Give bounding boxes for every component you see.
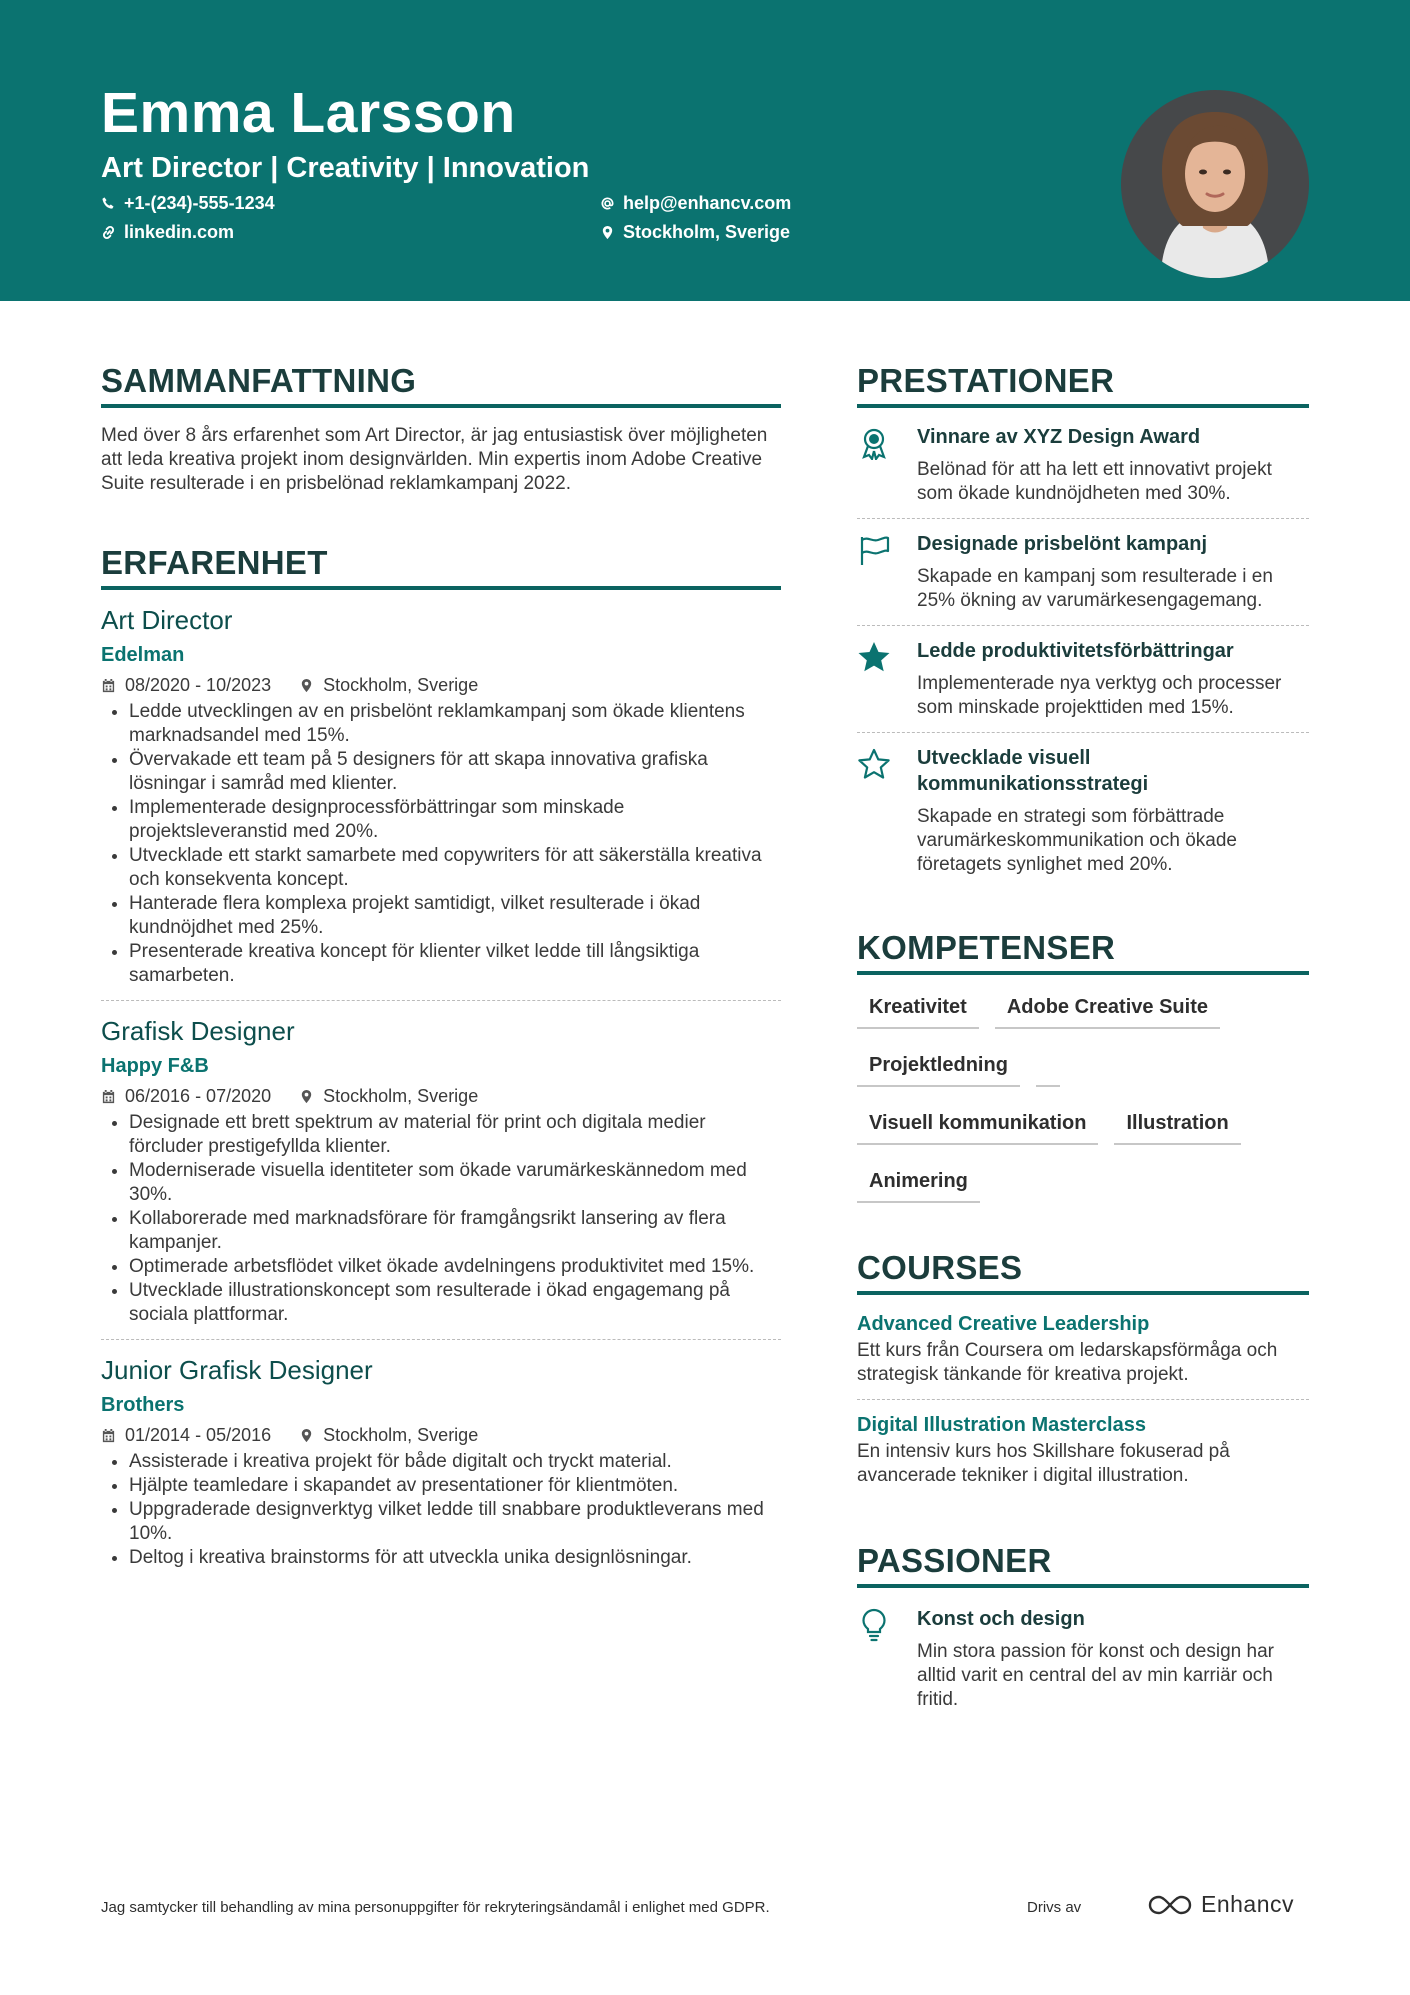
achievement-title: Ledde produktivitetsförbättringar (917, 640, 1234, 662)
enhancv-logo-icon (1147, 1893, 1193, 1917)
at-sign-icon (600, 196, 615, 211)
calendar-icon (101, 1428, 116, 1443)
job-bullets (101, 1111, 781, 1327)
course-desc: En intensiv kurs hos Skillshare fokuserad på avancerade tekniker i digital illustration. (857, 1441, 1230, 1486)
skill-spacer (1036, 1047, 1060, 1087)
achievement-item (857, 732, 1309, 889)
achievement-title: Designade prisbelönt kampanj (917, 533, 1208, 555)
achievement-item (857, 518, 1309, 625)
bullet-item: • Deltog i kreativa brainstorms för att utveckla unika designlösningar. (129, 1546, 781, 1570)
job-meta (101, 674, 781, 696)
job-title: Art Director (101, 605, 233, 635)
bullet-item: • Hanterade flera komplexa projekt samtidigt, vilket resulterade i ökad kundnöjdhet med 25%. (129, 892, 781, 940)
job-title: Grafisk Designer (101, 1016, 295, 1046)
contact-linkedin[interactable] (101, 222, 234, 243)
achievement-desc: Skapade en kampanj som resulterade i en 25% ökning av varumärkesengagemang. (917, 566, 1273, 611)
job-dates: 08/2020 - 10/2023 (125, 675, 272, 695)
experience-heading: ERFARENHET (101, 542, 781, 590)
skill-tag: Projektledning (857, 1047, 1020, 1087)
bullet-item: • Hjälpte teamledare i skapandet av presentationer för klientmöten. (129, 1474, 781, 1498)
location-text: Stockholm, Sverige (623, 222, 791, 242)
star-outline-icon (857, 747, 891, 781)
skills-list (857, 989, 1309, 1221)
star-filled-icon (857, 640, 891, 674)
lightbulb-icon (857, 1608, 891, 1642)
job-bullets (101, 700, 781, 988)
bullet-item: • Uppgraderade designverktyg vilket ledde till snabbare produktleverans med 10%. (129, 1498, 781, 1546)
passion-title: Konst och design (917, 1608, 1085, 1630)
skill-tag: Illustration (1114, 1105, 1240, 1145)
job-meta (101, 1424, 781, 1446)
achievement-item (857, 412, 1309, 518)
job-title: Junior Grafisk Designer (101, 1355, 373, 1385)
email-text: help@enhancv.com (623, 193, 792, 213)
passion-item (857, 1594, 1309, 1724)
courses-heading: COURSES (857, 1247, 1309, 1295)
skill-tag: Adobe Creative Suite (995, 989, 1220, 1029)
bullet-item: • Utvecklade ett starkt samarbete med copywriters för att säkerställa kreativa och konsekventa koncept. (129, 844, 781, 892)
skill-tag: Animering (857, 1163, 980, 1203)
summary-text: Med över 8 års erfarenhet som Art Director, är jag entusiastisk över möjligheten att leda kreativa projekt inom designvärlden. Min expertis inom Adobe Creative Suite resulterade i en prisbelönad reklamkampanj 2022. (101, 425, 768, 494)
course-item (857, 1399, 1309, 1500)
location-pin-icon (600, 225, 615, 240)
bullet-item: • Optimerade arbetsflödet vilket ökade avdelningens produktivitet med 15%. (129, 1255, 781, 1279)
contact-location (600, 222, 790, 243)
location-pin-icon (299, 1089, 314, 1104)
candidate-headline: Art Director | Creativity | Innovation (101, 152, 590, 184)
contact-email[interactable] (600, 193, 791, 214)
location-pin-icon (299, 678, 314, 693)
achievement-title: Vinnare av XYZ Design Award (917, 426, 1201, 448)
achievement-desc: Belönad för att ha lett ett innovativt projekt som ökade kundnöjdheten med 30%. (917, 459, 1272, 504)
linkedin-text: linkedin.com (124, 222, 235, 242)
contact-phone[interactable] (101, 193, 275, 214)
job-dates: 06/2016 - 07/2020 (125, 1086, 272, 1106)
bullet-item: • Övervakade ett team på 5 designers för att skapa innovativa grafiska lösningar i samråd med klienter. (129, 748, 781, 796)
bullet-item: • Kollaborerade med marknadsförare för framgångsrikt lansering av flera kampanjer. (129, 1207, 781, 1255)
achievement-title: Utvecklade visuell kommunikationsstrategi (917, 747, 1149, 795)
course-desc: Ett kurs från Coursera om ledarskapsförmåga och strategisk tänkande för kreativa projekt. (857, 1340, 1278, 1385)
job-location: Stockholm, Sverige (323, 1086, 479, 1106)
achievement-item (857, 625, 1309, 732)
link-icon (101, 225, 116, 240)
job-location: Stockholm, Sverige (323, 1425, 479, 1445)
course-item (857, 1299, 1309, 1399)
bullet-item: • Moderniserade visuella identiteter som ökade varumärkeskännedom med 30%. (129, 1159, 781, 1207)
job-location: Stockholm, Sverige (323, 675, 479, 695)
calendar-icon (101, 1089, 116, 1104)
experience-entry (101, 590, 781, 988)
achievement-desc: Implementerade nya verktyg och processer som minskade projekttiden med 15%. (917, 673, 1282, 718)
enhancv-logo[interactable] (1147, 1891, 1294, 1918)
phone-icon (101, 196, 116, 211)
left-column (101, 360, 781, 1570)
course-title: Digital Illustration Masterclass (857, 1414, 1146, 1436)
company-name: Brothers (101, 1394, 185, 1416)
job-dates: 01/2014 - 05/2016 (125, 1425, 272, 1445)
gdpr-consent: Jag samtycker till behandling av mina personuppgifter för rekryteringsändamål i enlighet med GDPR. (101, 1899, 770, 1916)
location-pin-icon (299, 1428, 314, 1443)
bullet-item: • Ledde utvecklingen av en prisbelönt reklamkampanj som ökade klientens marknadsandel med 15%. (129, 700, 781, 748)
passions-heading: PASSIONER (857, 1540, 1309, 1588)
course-title: Advanced Creative Leadership (857, 1313, 1150, 1335)
enhancv-brand: Enhancv (1201, 1891, 1295, 1917)
award-ribbon-icon (857, 426, 891, 460)
bullet-item: • Presenterade kreativa koncept för klienter vilket ledde till långsiktiga samarbeten. (129, 940, 781, 988)
bullet-item: • Designade ett brett spektrum av material för print och digitala medier förcluder prestigefyllda klienter. (129, 1111, 781, 1159)
summary-heading: SAMMANFATTNING (101, 360, 781, 408)
calendar-icon (101, 678, 116, 693)
right-column (857, 360, 1309, 1724)
skill-tag: Visuell kommunikation (857, 1105, 1098, 1145)
header-banner (0, 0, 1410, 301)
skills-heading: KOMPETENSER (857, 927, 1309, 975)
company-name: Happy F&B (101, 1055, 209, 1077)
skill-tag: Kreativitet (857, 989, 979, 1029)
phone-text: +1-(234)-555-1234 (124, 193, 275, 213)
job-meta (101, 1085, 781, 1107)
candidate-name: Emma Larsson (101, 81, 516, 145)
bullet-item: • Utvecklade illustrationskoncept som resulterade i ökad engagemang på sociala plattformar. (129, 1279, 781, 1327)
bullet-item: • Assisterade i kreativa projekt för både digitalt och tryckt material. (129, 1450, 781, 1474)
achievements-heading: PRESTATIONER (857, 360, 1309, 408)
flag-icon (857, 533, 891, 567)
job-bullets (101, 1450, 781, 1570)
experience-entry (101, 1000, 781, 1327)
profile-photo (1121, 90, 1309, 278)
powered-by-label: Drivs av (1027, 1899, 1082, 1916)
passion-desc: Min stora passion för konst och design har alltid varit en central del av min karriär och fritid. (917, 1641, 1274, 1710)
achievement-desc: Skapade en strategi som förbättrade varumärkeskommunikation och ökade företagets synlighet med 20%. (917, 806, 1237, 875)
experience-entry (101, 1339, 781, 1570)
bullet-item: • Implementerade designprocessförbättringar som minskade projektsleveranstid med 20%. (129, 796, 781, 844)
company-name: Edelman (101, 644, 185, 666)
